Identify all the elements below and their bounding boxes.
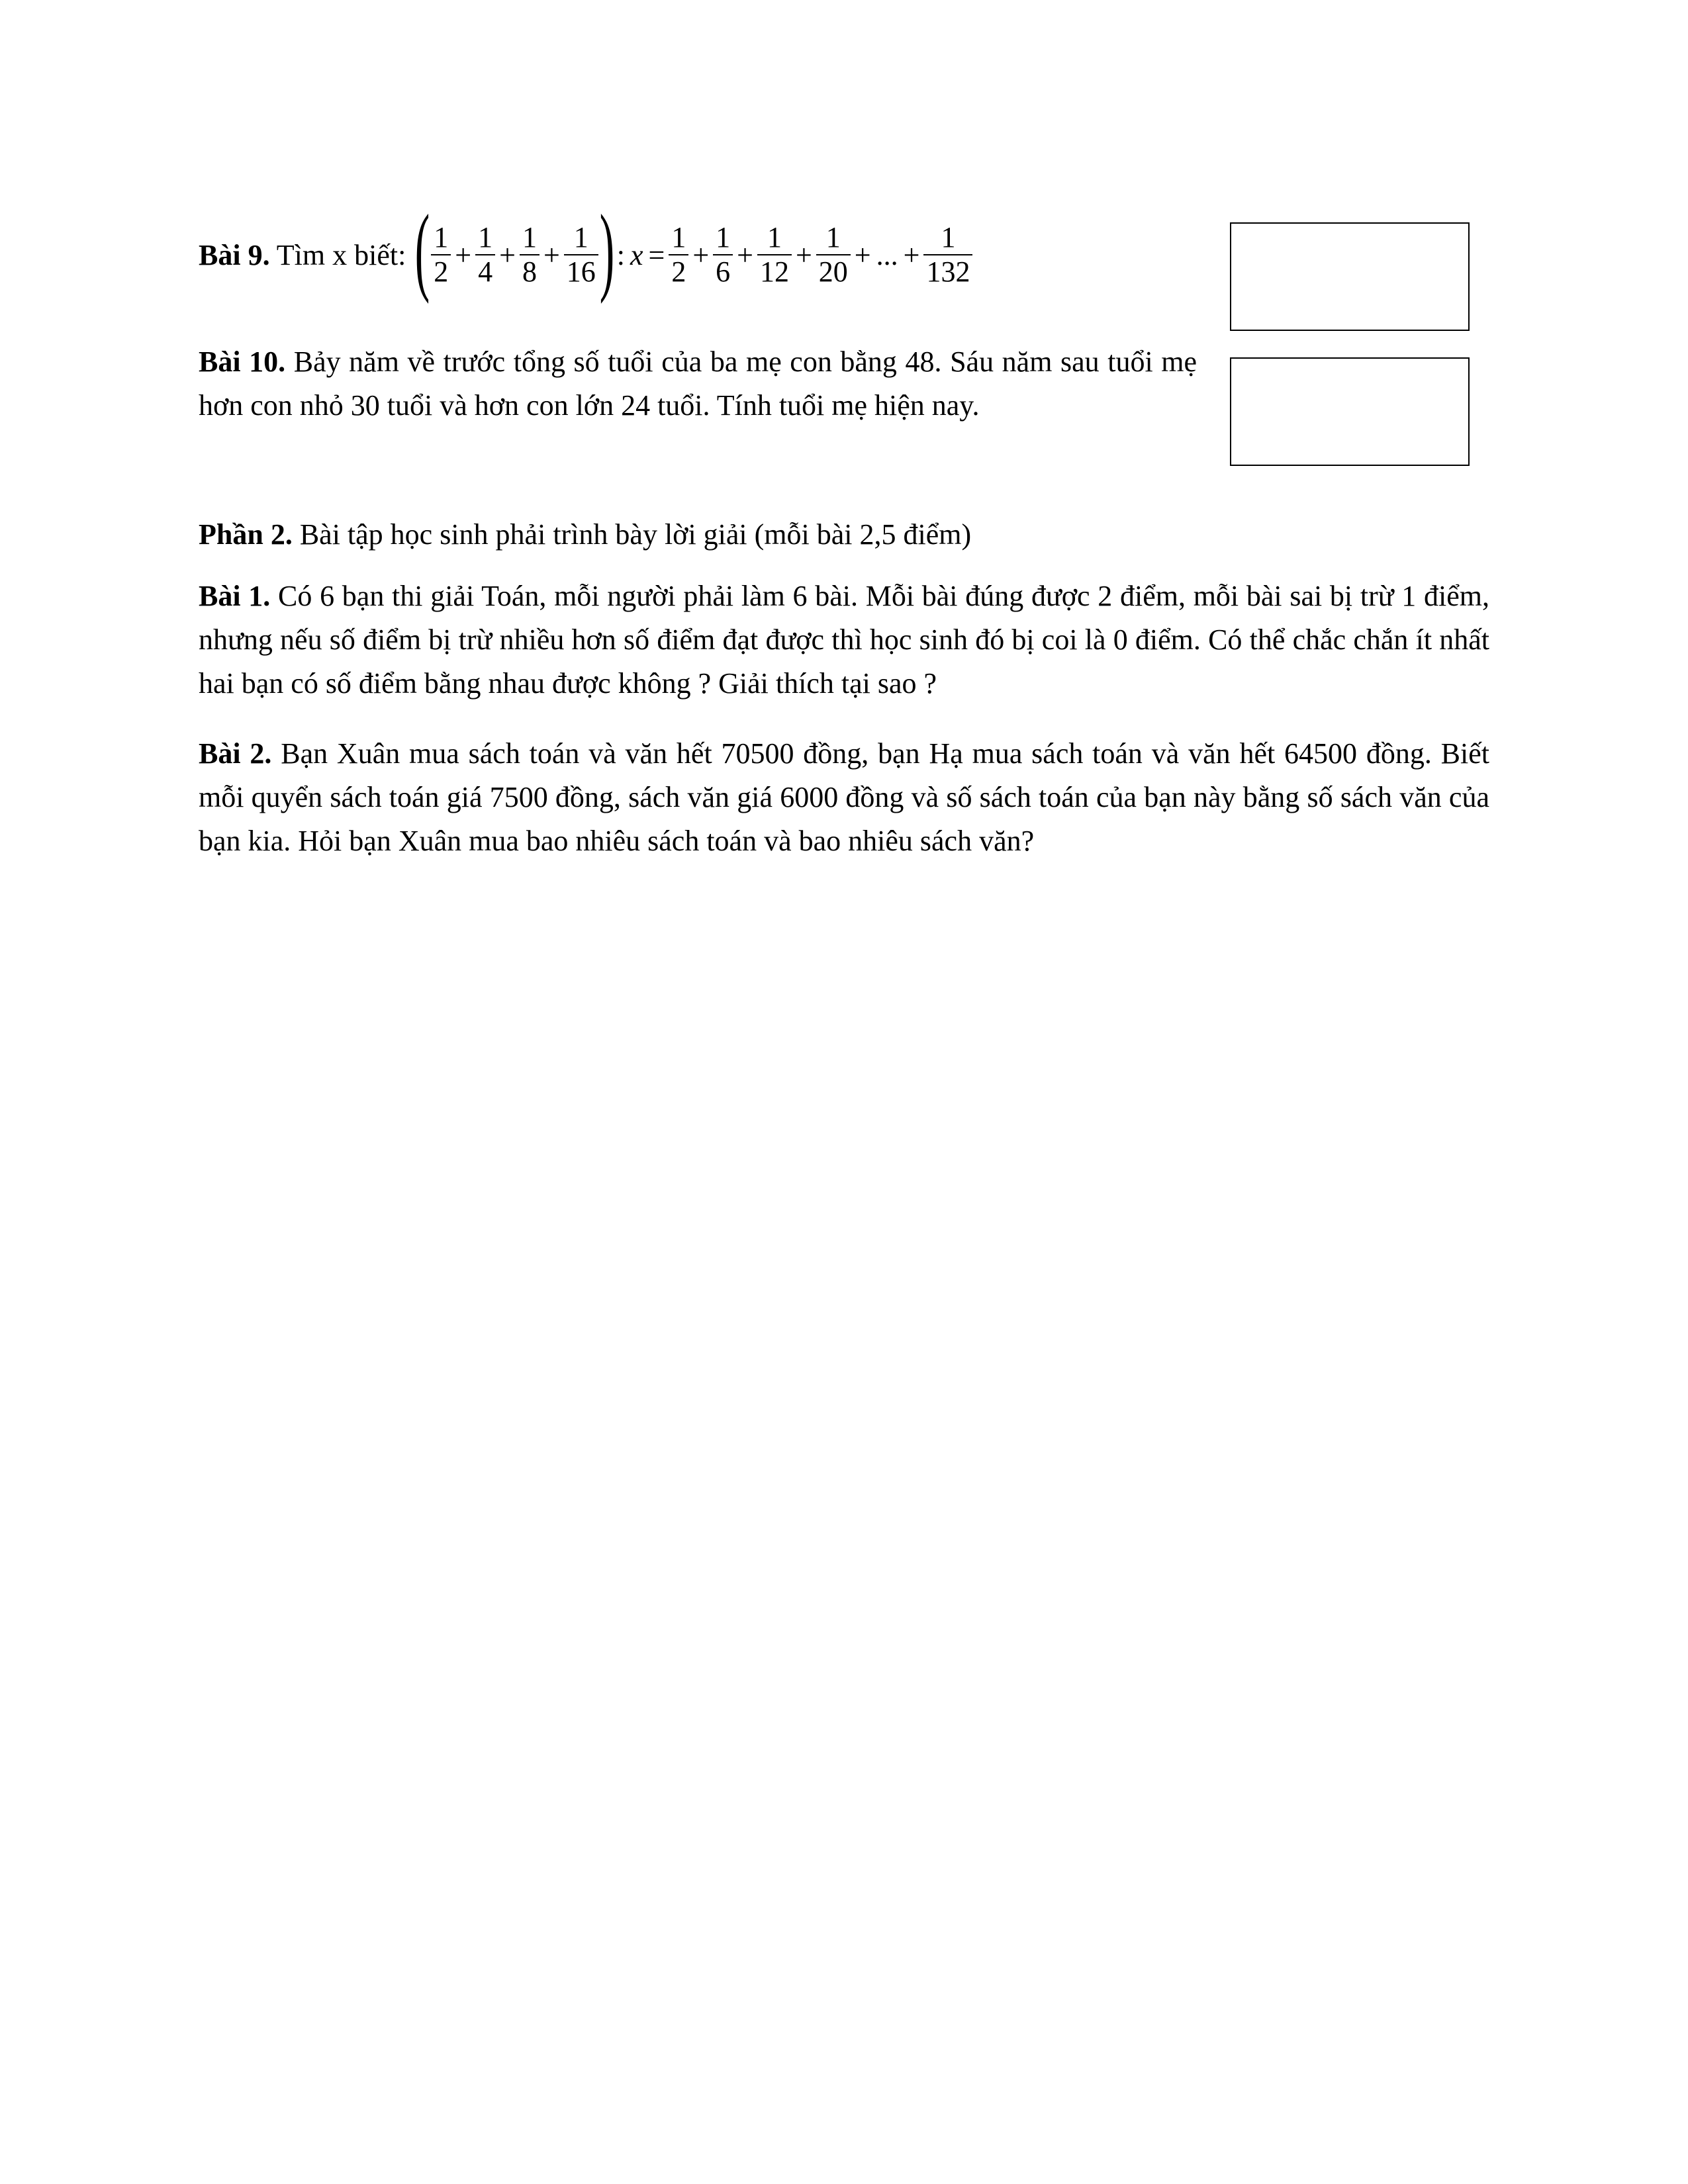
answer-box-bai9[interactable] [1230, 222, 1470, 331]
bai1-text: Bài 1. Có 6 bạn thi giải Toán, mỗi người phải làm 6 bài. Mỗi bài đúng được 2 điểm, mỗi bài sai bị trừ 1 điểm, nhưng nếu số điểm bị trừ nhiều hơn số điểm đạt được thì học sinh đó bị coi là 0 điểm. Có thể chắc chắn ít nhất hai bạn có số điểm bằng nhau được không ? Giải thích tại sao ? [199, 580, 1490, 700]
bai9-line [199, 195, 974, 304]
fraction: $\frac{1}{4}$ [475, 221, 495, 289]
left-paren: ( [415, 195, 430, 304]
bai10-text: Bài 10. Bảy năm về trước tổng số tuổi của ba mẹ con bằng 48. Sáu năm sau tuổi mẹ hơn con nhỏ 30 tuổi và hơn con lớn 24 tuổi. Tính tuổi mẹ hiện nay. [199, 345, 1197, 422]
bai9-formula: ( $\frac{1}{2}$ + $\frac{1}{4}$ + $\frac{1}{8}$ + $\frac{1}{16}$ ) : x = $\frac{1}{2}$ + $\frac{1}{6}$ + $\frac{1}{12}$ + $\frac{1}{20}$ + ... + $\frac{1}{132}$ [415, 205, 974, 304]
fraction: $\frac{1}{2}$ [669, 221, 688, 289]
fraction: $\frac{1}{2}$ [431, 221, 451, 289]
fraction: $\frac{1}{12}$ [757, 221, 792, 289]
fraction: $\frac{1}{16}$ [564, 221, 598, 289]
fraction: $\frac{1}{8}$ [520, 221, 539, 289]
fraction: $\frac{1}{132}$ [923, 221, 972, 289]
bai9-label: Bài 9. Tìm x biết: [199, 238, 406, 271]
fraction: $\frac{1}{6}$ [713, 221, 733, 289]
answer-box-bai10[interactable] [1230, 357, 1470, 466]
right-paren: ) [599, 195, 614, 304]
phan2-heading: Phần 2. Bài tập học sinh phải trình bày lời giải (mỗi bài 2,5 điểm) [199, 518, 972, 551]
bai2-text: Bài 2. Bạn Xuân mua sách toán và văn hết 70500 đồng, bạn Hạ mua sách toán và văn hết 64500 đồng. Biết mỗi quyển sách toán giá 7500 đồng, sách văn giá 6000 đồng và số sách toán của bạn này bằng số sách văn của bạn kia. Hỏi bạn Xuân mua bao nhiêu sách toán và bao nhiêu sách văn? [199, 737, 1490, 857]
fraction: $\frac{1}{20}$ [816, 221, 851, 289]
